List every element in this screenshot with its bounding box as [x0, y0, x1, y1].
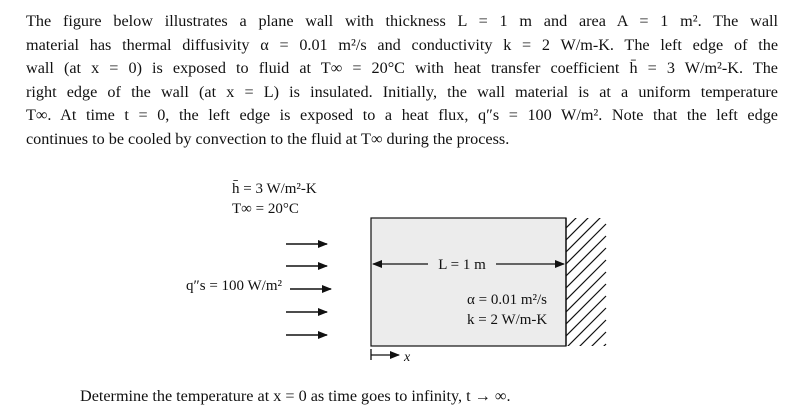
problem-line: T∞. At time t = 0, the left edge is exposed to a heat flux, q″s = 100 W/m². Note that the left edge — [26, 106, 778, 125]
x-axis-indicator — [371, 349, 399, 360]
problem-line: material has thermal diffusivity α = 0.01 m²/s and conductivity k = 2 W/m-K. The left edge of the — [26, 35, 778, 54]
problem-line: right edge of the wall (at x = L) is insulated. Initially, the wall material is at a uniform temperature — [26, 82, 778, 101]
t-infinity-label: T∞ = 20°C — [232, 201, 299, 217]
diffusivity-label: α = 0.01 m²/s — [467, 292, 547, 308]
x-axis-label: x — [404, 350, 411, 365]
insulation-hatch — [566, 188, 606, 384]
problem-line: The figure below illustrates a plane wall with thickness L = 1 m and area A = 1 m². The wall — [26, 12, 778, 30]
problem-line: continues to be cooled by convection to the fluid at T∞ during the process. — [26, 129, 510, 148]
question-text: Determine the temperature at x = 0 as time goes to infinity, t → ∞. — [80, 387, 511, 405]
heat-flux-arrows — [286, 244, 331, 335]
conductivity-label: k = 2 W/m-K — [467, 312, 548, 328]
heat-flux-label: q″s = 100 W/m² — [186, 278, 283, 294]
problem-line: wall (at x = 0) is exposed to fluid at T∞ = 20°C with heat transfer coefficient h̄ = 3 W/m²-K. The — [26, 59, 778, 78]
h-label: h̄ = 3 W/m²-K — [232, 181, 317, 197]
length-label: L = 1 m — [438, 257, 486, 273]
